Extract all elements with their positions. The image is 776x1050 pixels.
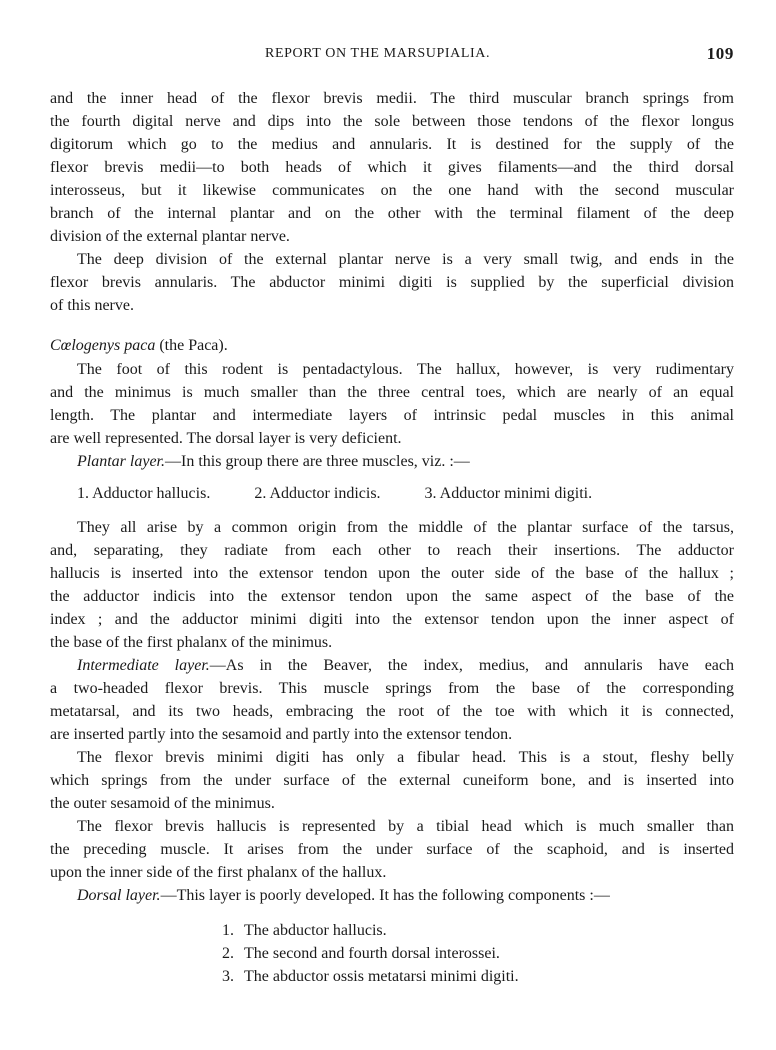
line-text: are inserted partly into the sesamoid and partly into the extensor tendon. [50,726,513,743]
list-number: 3. [222,968,234,985]
list-item [425,482,593,505]
line-text: —As in the Beaver, the index, medius, and annularis have each [209,657,734,674]
italic-run: Intermediate layer. [77,657,210,674]
text-line [50,516,734,539]
list-text: Adductor indicis. [269,485,381,502]
paragraph-p2 [50,248,734,317]
italic-run: Plantar layer. [77,453,165,470]
list-text: The abductor ossis metatarsi minimi digiti. [244,968,519,985]
dorsal-layer-heading [50,884,734,907]
line-text: the preceding muscle. It arises from the under surface of the scaphoid, and is inserted [50,841,734,858]
line-text: the fourth digital nerve and dips into the sole between those tendons of the flexor longus [50,113,734,130]
text-line [50,769,734,792]
text-line [50,654,734,677]
plantar-layer-heading [50,450,734,473]
text-line [50,202,734,225]
list-number: 1. [222,922,234,939]
text-line [50,723,734,746]
text-line [50,404,734,427]
text-line [50,427,734,450]
line-text: They all arise by a common origin from the middle of the plantar surface of the tarsus, [77,519,734,536]
list-item [254,482,380,505]
list-item [77,482,210,505]
text-line [50,358,734,381]
paragraph-p6 [50,746,734,815]
line-text: —This layer is poorly developed. It has the following components :— [160,887,610,904]
text-line [50,156,734,179]
text-line [50,631,734,654]
line-text: are well represented. The dorsal layer is very deficient. [50,430,402,447]
text-line [50,746,734,769]
running-title: REPORT ON THE MARSUPIALIA. [265,46,491,61]
text-line [50,585,734,608]
list-text: The second and fourth dorsal interossei. [244,945,500,962]
text-line [50,87,734,110]
line-text: flexor brevis medii—to both heads of which it gives filaments—and the third dorsal [50,159,734,176]
line-text: index ; and the adductor minimi digiti into the extensor tendon upon the inner aspect of [50,611,734,628]
paragraph-p7 [50,815,734,884]
dorsal-component-list [222,919,519,988]
text-line [50,294,734,317]
text-line [50,248,734,271]
list-number: 1. [77,485,89,502]
list-item [222,919,519,942]
text-line [50,381,734,404]
paragraph-p4 [50,516,734,654]
line-text: The flexor brevis hallucis is represented by a tibial head which is much smaller than [77,818,734,835]
paragraph-p1 [50,87,734,248]
section-heading-coelogenys [50,334,734,357]
list-item [222,965,519,988]
text-line [50,450,734,473]
line-text: of this nerve. [50,297,134,314]
plantar-muscle-list [77,482,632,505]
line-text: the adductor indicis into the extensor tendon upon the same aspect of the base of the [50,588,734,605]
text-line [50,539,734,562]
line-text: hallucis is inserted into the extensor tendon upon the outer side of the base of the hallux ; [50,565,734,582]
list-item [222,942,519,965]
line-text: and, separating, they radiate from each other to reach their insertions. The adductor [50,542,734,559]
line-text: —In this group there are three muscles, viz. :— [165,453,470,470]
line-text: and the minimus is much smaller than the three central toes, which are nearly of an equal [50,384,734,401]
line-text: flexor brevis annularis. The abductor minimi digiti is supplied by the superficial division [50,274,734,291]
line-text: interosseus, but it likewise communicates on the one hand with the second muscular [50,182,734,199]
line-text: division of the external plantar nerve. [50,228,290,245]
line-text: The flexor brevis minimi digiti has only a fibular head. This is a stout, fleshy belly [77,749,734,766]
text-line [50,700,734,723]
text-line [50,110,734,133]
text-line [50,562,734,585]
text-line [50,179,734,202]
text-line [50,334,734,357]
text-line [50,815,734,838]
italic-run: Cœlogenys paca [50,337,156,354]
line-text: the outer sesamoid of the minimus. [50,795,275,812]
line-text: (the Paca). [155,337,228,354]
list-number: 3. [424,485,437,502]
line-text: a two-headed flexor brevis. This muscle springs from the base of the corresponding [50,680,734,697]
italic-run: Dorsal layer. [77,887,161,904]
line-text: and the inner head of the flexor brevis medii. The third muscular branch springs from [50,90,734,107]
paragraph-p5 [50,654,734,746]
line-text: digitorum which go to the medius and annularis. It is destined for the supply of the [50,136,734,153]
text-line [50,133,734,156]
text-line [50,225,734,248]
list-text: Adductor minimi digiti. [439,485,593,502]
line-text: upon the inner side of the first phalanx of the hallux. [50,864,387,881]
text-line [50,271,734,294]
text-line [50,861,734,884]
line-text: which springs from the under surface of the external cuneiform bone, and is inserted into [50,772,734,789]
paragraph-p3 [50,358,734,450]
list-number: 2. [222,945,234,962]
line-text: branch of the internal plantar and on the other with the terminal filament of the deep [50,205,734,222]
line-text: The deep division of the external plantar nerve is a very small twig, and ends in the [77,251,734,268]
text-line [50,884,734,907]
text-line [50,608,734,631]
list-text: The abductor hallucis. [244,922,387,939]
list-text: Adductor hallucis. [92,485,211,502]
text-line [50,677,734,700]
page-number: 109 [706,44,734,63]
line-text: metatarsal, and its two heads, embracing the root of the toe with which it is connected, [50,703,734,720]
running-header [0,44,776,66]
line-text: the base of the first phalanx of the minimus. [50,634,333,651]
text-line [50,792,734,815]
line-text: The foot of this rodent is pentadactylous. The hallux, however, is very rudimentary [77,361,734,378]
text-line [50,838,734,861]
line-text: length. The plantar and intermediate layers of intrinsic pedal muscles in this animal [50,407,734,424]
list-number: 2. [254,485,267,502]
